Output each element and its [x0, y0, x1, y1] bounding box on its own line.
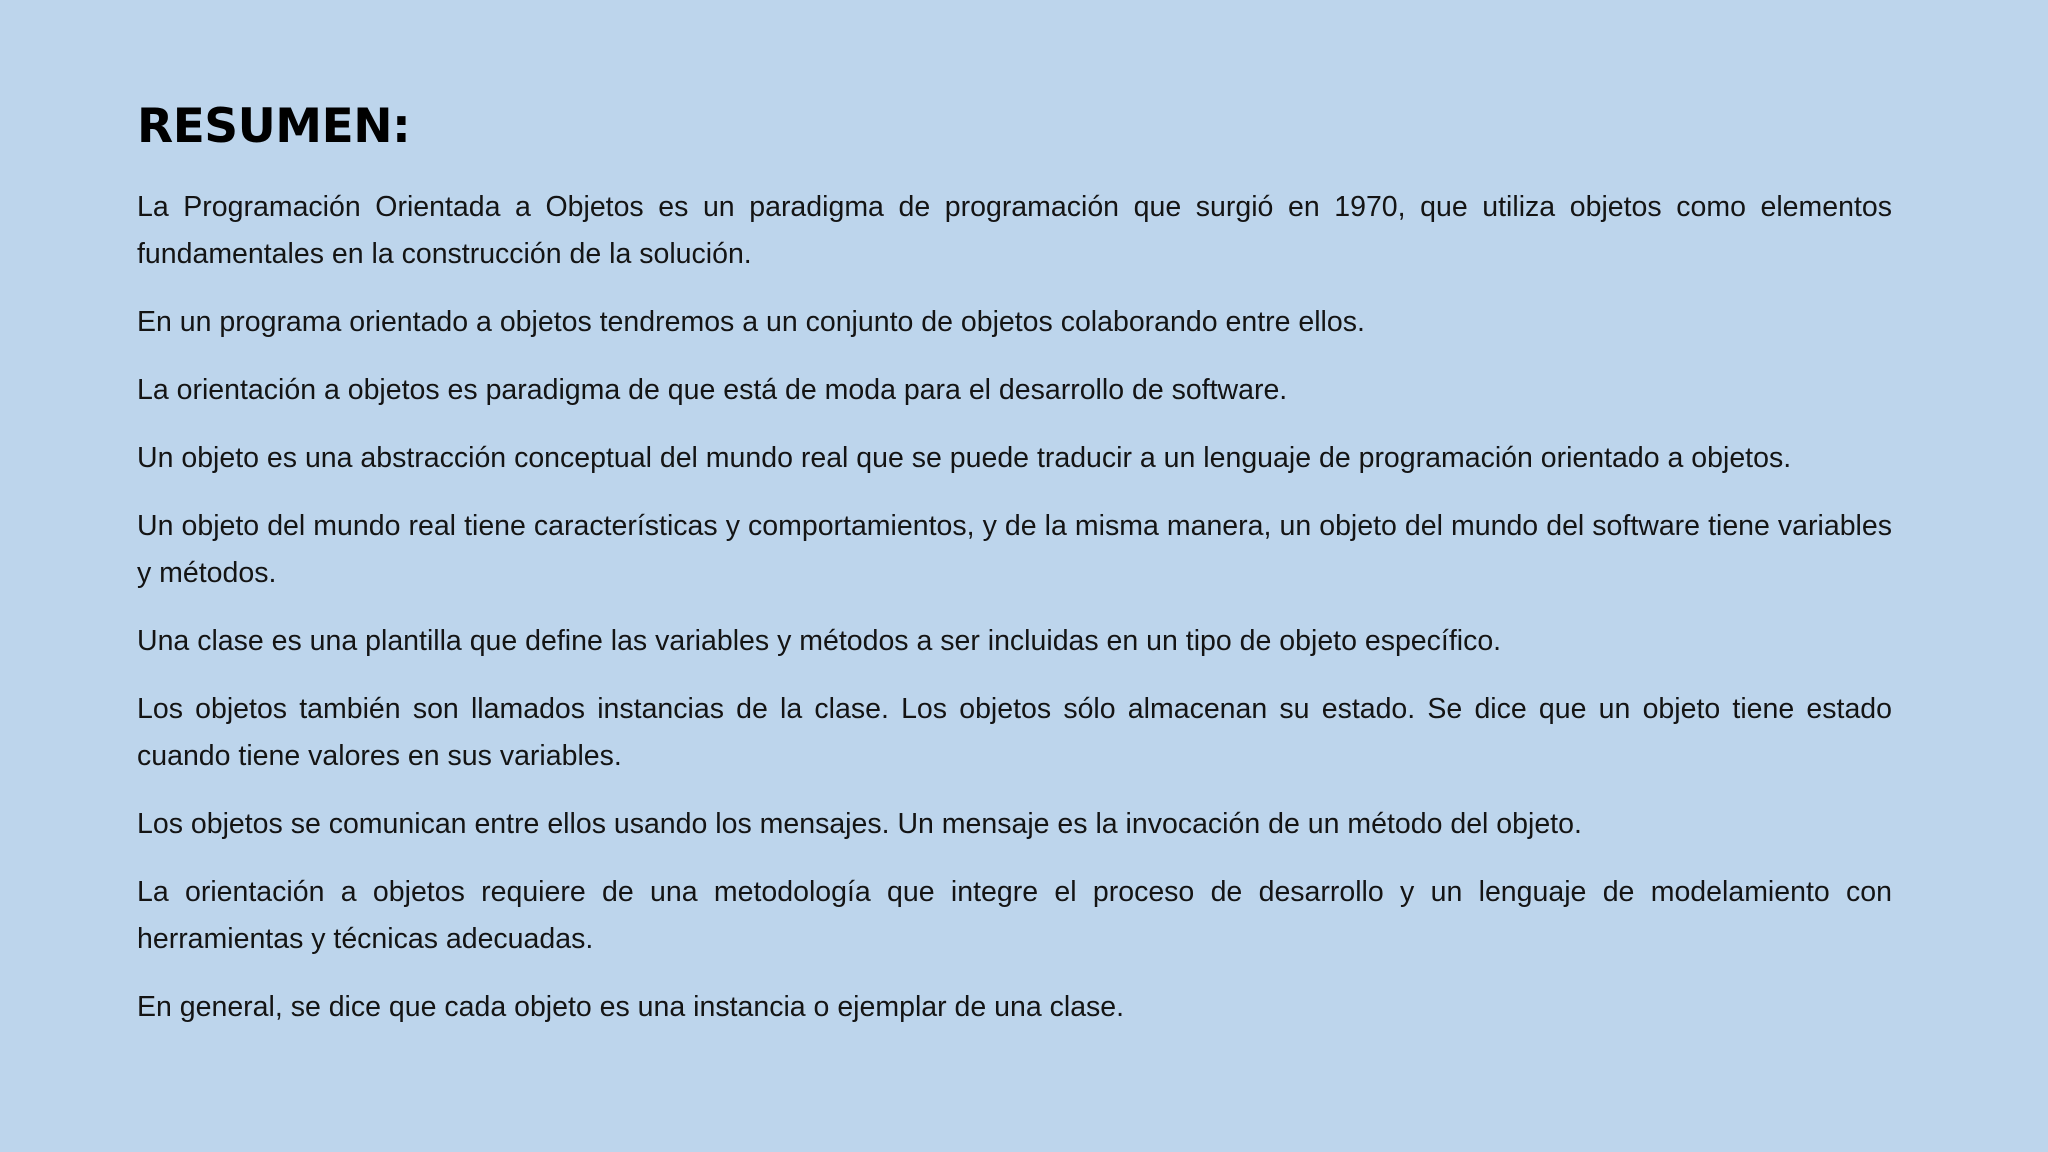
paragraph-methodology: La orientación a objetos requiere de una metodología que integre el proceso de desarrollo y un lenguaje de modelamiento con herramientas y técnicas adecuadas. [137, 876, 1892, 955]
paragraph-object-variables-methods: Un objeto del mundo real tiene características y comportamientos, y de la misma manera, un objeto del mundo del software tiene variables y métodos. [137, 510, 1892, 589]
paragraph-objects-collaborating: En un programa orientado a objetos tendremos a un conjunto de objetos colaborando entre ellos. [137, 306, 1365, 338]
paragraph-paradigm-fashion: La orientación a objetos es paradigma de que está de moda para el desarrollo de software. [137, 374, 1288, 406]
paragraph-messages: Los objetos se comunican entre ellos usando los mensajes. Un mensaje es la invocación de un método del objeto. [137, 808, 1582, 840]
slide-content [137, 92, 1892, 1052]
paragraph-class-template: Una clase es una plantilla que define las variables y métodos a ser incluidas en un tipo de objeto específico. [137, 625, 1502, 657]
paragraph-instances-state: Los objetos también son llamados instancias de la clase. Los objetos sólo almacenan su estado. Se dice que un objeto tiene estado cuando tiene valores en sus variables. [137, 693, 1892, 772]
paragraph-instance-of-class: En general, se dice que cada objeto es una instancia o ejemplar de una clase. [137, 991, 1125, 1023]
paragraph-poo-definition: La Programación Orientada a Objetos es un paradigma de programación que surgió en 1970, que utiliza objetos como elementos fundamentales en la construcción de la solución. [137, 191, 1892, 270]
slide-title: RESUMEN: [137, 99, 411, 154]
paragraph-object-abstraction: Un objeto es una abstracción conceptual del mundo real que se puede traducir a un lenguaje de programación orientado a objetos. [137, 442, 1792, 474]
